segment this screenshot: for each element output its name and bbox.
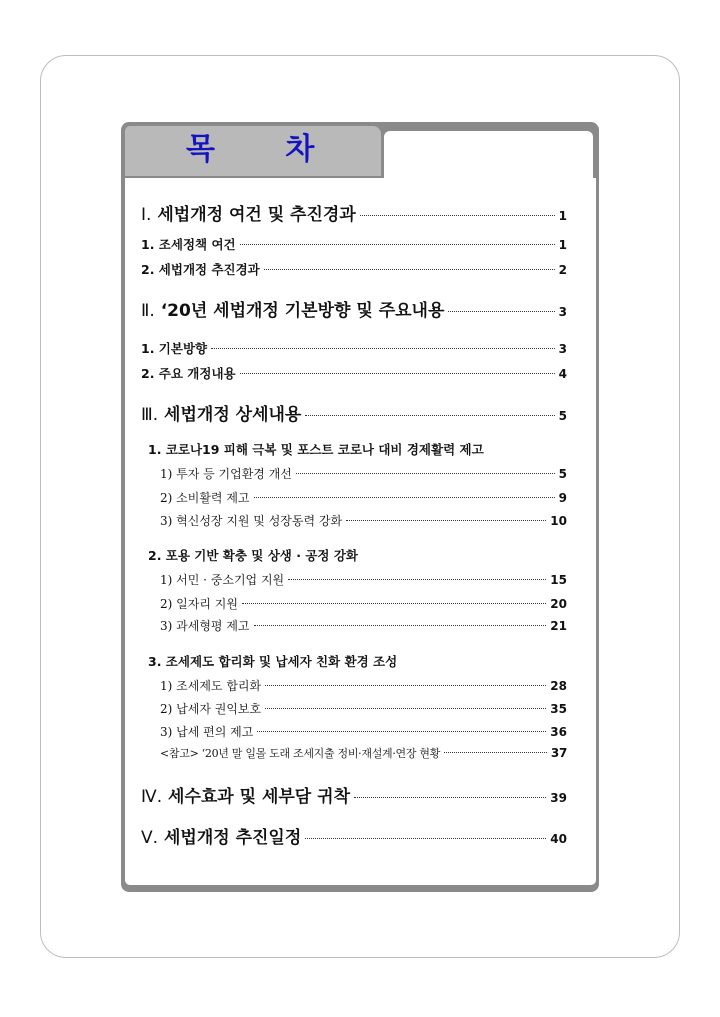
section-title: 세법개정 여건 및 추진경과: [157, 205, 356, 225]
leader-dots: [305, 838, 546, 839]
leader-dots: [296, 473, 555, 474]
page-number: 21: [550, 619, 567, 633]
page-number: 36: [550, 725, 567, 739]
toc-title: 목 차: [186, 132, 345, 167]
leader-dots: [257, 731, 546, 732]
toc-section-5[interactable]: [141, 823, 567, 848]
leader-dots: [346, 520, 546, 521]
leader-dots: [360, 215, 555, 216]
toc-item[interactable]: [141, 364, 567, 382]
page-number: 40: [550, 832, 567, 846]
item-label: 1. 조세정책 여건: [141, 237, 236, 252]
page-number: 9: [558, 491, 567, 505]
leader-dots: [242, 603, 546, 604]
section-number: Ⅲ.: [141, 405, 159, 425]
leader-dots: [288, 579, 546, 580]
item-label: 2) 납세자 권익보호: [160, 702, 262, 716]
item-label: 1) 투자 등 기업환경 개선: [160, 467, 292, 481]
toc-item[interactable]: [160, 677, 567, 694]
toc-item[interactable]: [160, 617, 567, 634]
page-number: 35: [550, 702, 567, 716]
page-number: 1: [558, 209, 567, 223]
leader-dots: [265, 708, 546, 709]
leader-dots: [254, 625, 547, 626]
page-number: 15: [550, 573, 567, 587]
toc-item[interactable]: [160, 571, 567, 588]
page-number: 3: [558, 305, 567, 319]
toc-section-2[interactable]: [141, 296, 567, 321]
item-label: 2) 일자리 지원: [160, 597, 238, 611]
page-number: 10: [550, 514, 567, 528]
item-label: 2) 소비활력 제고: [160, 491, 250, 505]
page-number: 2: [558, 263, 567, 277]
leader-dots: [448, 311, 554, 312]
section-title: 세법개정 추진일정: [163, 828, 302, 848]
toc-item[interactable]: [160, 595, 567, 612]
page-number: 4: [558, 367, 567, 381]
subsection-title: 1. 코로나19 피해 극복 및 포스트 코로나 대비 경제활력 제고: [148, 442, 484, 457]
page-number: 5: [558, 467, 567, 481]
leader-dots: [354, 797, 546, 798]
toc-subsection[interactable]: [148, 652, 567, 670]
toc-section-4[interactable]: [141, 782, 567, 807]
item-label: 3) 과세형평 제고: [160, 619, 250, 633]
leader-dots: [444, 752, 547, 753]
toc-item[interactable]: [160, 512, 567, 529]
item-label: 2. 세법개정 추진경과: [141, 262, 260, 277]
leader-dots: [240, 244, 555, 245]
toc-item[interactable]: [160, 700, 567, 717]
item-label: <참고> ‘20년 말 일몰 도래 조세지출 정비·재설계·연장 현황: [160, 747, 441, 760]
toc-item[interactable]: [160, 465, 567, 482]
toc-section-3[interactable]: [141, 400, 567, 425]
page-number: 3: [558, 342, 567, 356]
toc-item[interactable]: [141, 260, 567, 278]
item-label: 3) 혁신성장 지원 및 성장동력 강화: [160, 514, 343, 528]
section-title: 세수효과 및 세부담 귀착: [168, 787, 350, 807]
leader-dots: [211, 348, 555, 349]
item-label: 1) 서민 · 중소기업 지원: [160, 573, 285, 587]
toc-body: [125, 178, 596, 885]
toc-item[interactable]: [160, 489, 567, 506]
page-number: 1: [558, 238, 567, 252]
page-number: 20: [550, 597, 567, 611]
item-label: 3) 납세 편의 제고: [160, 725, 254, 739]
leader-dots: [265, 685, 546, 686]
toc-item[interactable]: [160, 745, 567, 761]
section-number: Ⅴ.: [141, 828, 159, 848]
leader-dots: [254, 497, 555, 498]
section-number: Ⅳ.: [141, 787, 163, 807]
section-number: Ⅱ.: [141, 301, 155, 321]
section-title: 세법개정 상세내용: [164, 405, 302, 425]
page-number: 28: [550, 679, 567, 693]
item-label: 1. 기본방향: [141, 341, 208, 356]
toc-item[interactable]: [141, 339, 567, 357]
item-label: 1) 조세제도 합리화: [160, 679, 262, 693]
leader-dots: [240, 373, 555, 374]
leader-dots: [264, 269, 555, 270]
toc-section-1[interactable]: [141, 200, 567, 225]
page-number: 39: [550, 791, 567, 805]
section-number: Ⅰ.: [141, 205, 152, 225]
leader-dots: [305, 415, 554, 416]
toc-subsection[interactable]: [148, 546, 567, 564]
page-number: 5: [558, 409, 567, 423]
subsection-title: 2. 포용 기반 확충 및 상생 · 공정 강화: [148, 548, 358, 563]
toc-item[interactable]: [141, 235, 567, 253]
item-label: 2. 주요 개정내용: [141, 366, 236, 381]
page-number: 37: [550, 746, 567, 760]
toc-tab-blank: [384, 131, 593, 179]
toc-item[interactable]: [160, 723, 567, 740]
section-title: ‘20년 세법개정 기본방향 및 주요내용: [160, 301, 445, 321]
toc-subsection[interactable]: [148, 440, 567, 458]
subsection-title: 3. 조세제도 합리화 및 납세자 친화 환경 조성: [148, 654, 398, 669]
